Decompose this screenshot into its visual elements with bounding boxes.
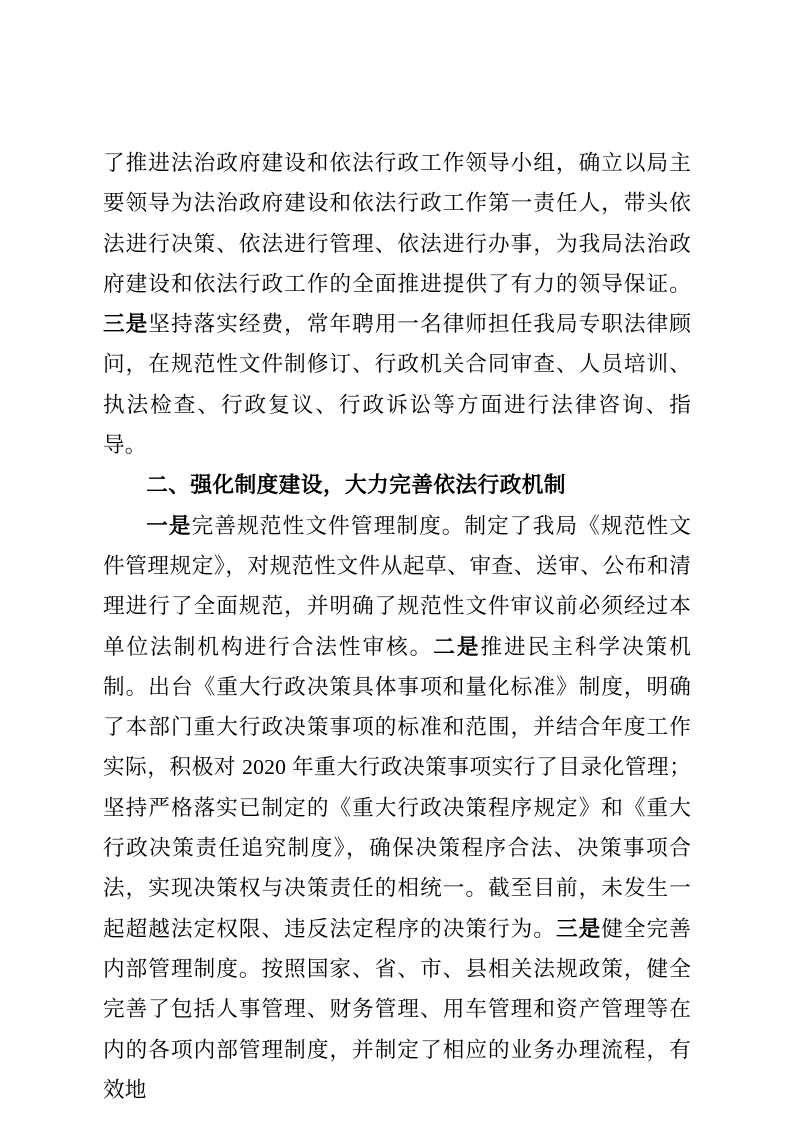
emphasis-run: 三是	[103, 312, 149, 337]
text-run: 推进民主科学决策机制。出台《重大行政决策具体事项和量化标准》制度，明确了本部门重大行政决策事项的标准和范围，并结合年度工作实际，积极对 2020 年重大行政决策事项实行了目录化管理；坚持严格落实已制定的《重大行政决策程序规定》和《重大行政决策责任追究制度》，确保决策程序合法、决策事项合法，实现决策权与决策责任的相统一。截至目前，未发生一起超越法定权限、违反法定程序的决策行为。	[103, 634, 691, 941]
section-heading	[103, 465, 691, 505]
text-run: 了推进法治政府建设和依法行政工作领导小组，确立以局主要领导为法治政府建设和依法行政工作第一责任人，带头依法进行决策、依法进行管理、依法进行办事，为我局法治政府建设和依法行政工作的全面推进提供了有力的领导保证。	[103, 151, 691, 296]
paragraph	[103, 143, 691, 465]
text-run: 健全完善内部管理制度。按照国家、省、市、县相关法规政策，健全完善了包括人事管理、财务管理、用车管理和资产管理等在内的各项内部管理制度，并制定了相应的业务办理流程，有效地	[103, 916, 691, 1102]
emphasis-run: 一是	[146, 513, 192, 538]
emphasis-run: 三是	[555, 916, 602, 941]
text-run: 完善规范性文件管理制度。制定了我局《规范性文件管理规定》，对规范性文件从起草、审查、送审、公布和清理进行了全面规范，并明确了规范性文件审议前必须经过本单位法制机构进行合法性审核。	[103, 513, 691, 659]
text-run: 坚持落实经费，常年聘用一名律师担任我局专职法律顾问，在规范性文件制修订、行政机关合同审查、人员培训、执法检查、行政复议、行政诉讼等方面进行法律咨询、指导。	[103, 312, 691, 458]
paragraph	[103, 506, 691, 1110]
emphasis-run: 二、强化制度建设，大力完善依法行政机制	[146, 472, 566, 498]
emphasis-run: 二是	[433, 634, 481, 659]
document-body	[103, 143, 691, 1110]
